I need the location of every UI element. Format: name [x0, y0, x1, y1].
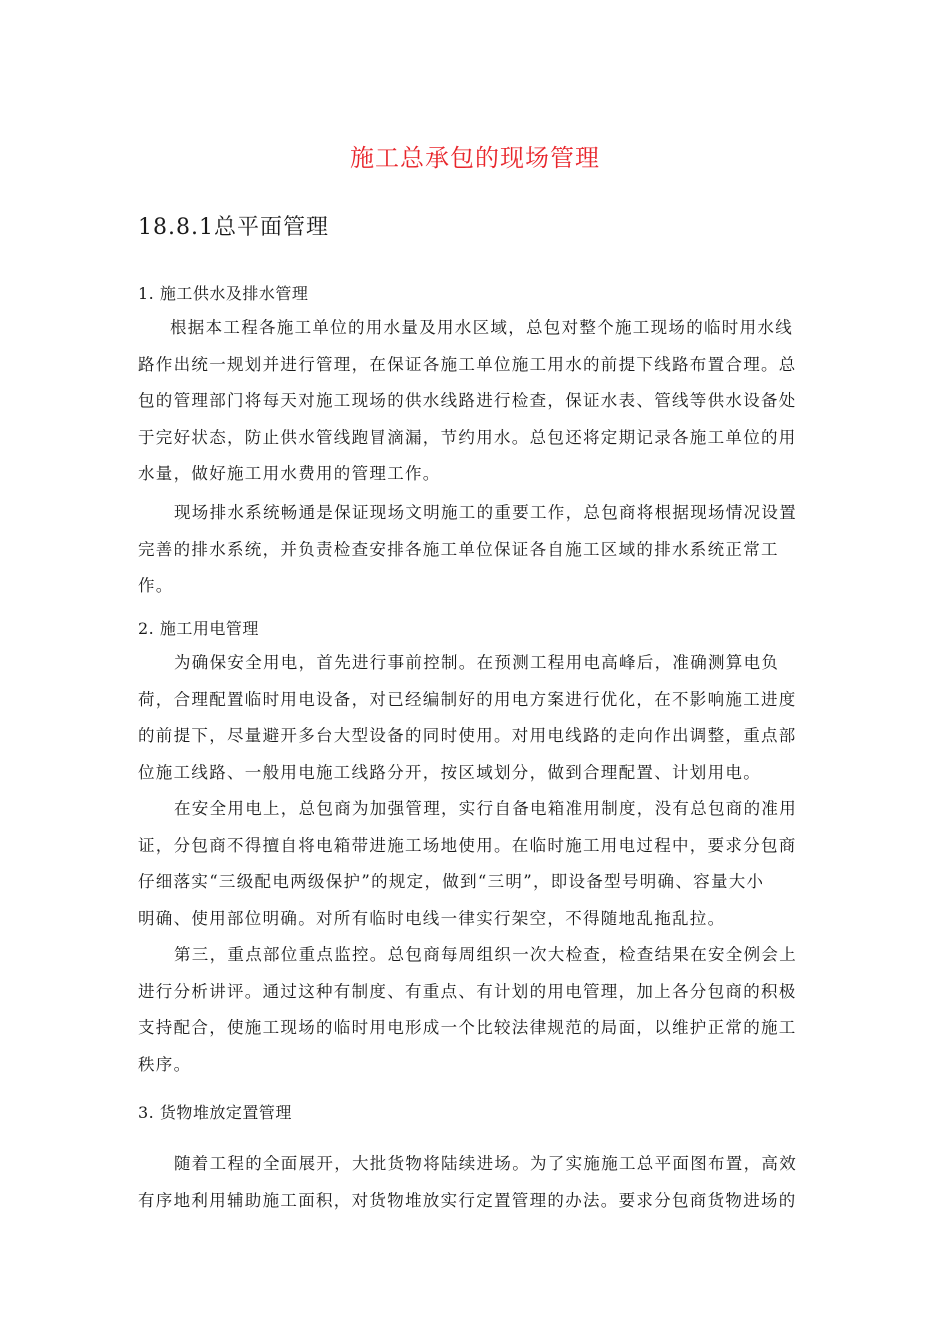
paragraph-line: 随着工程的全面展开，大批货物将陆续进场。为了实施施工总平面图布置，高效	[174, 1154, 797, 1173]
paragraph-line: 为确保安全用电，首先进行事前控制。在预测工程用电高峰后，准确测算电负	[174, 653, 780, 672]
paragraph-line: 作。	[138, 576, 174, 595]
paragraph-storage	[138, 1146, 828, 1219]
item-heading-water: 1. 施工供水及排水管理	[138, 284, 309, 303]
paragraph-line: 第三，重点部位重点监控。总包商每周组织一次大检查，检查结果在安全例会上	[174, 945, 797, 964]
item-heading-electricity: 2. 施工用电管理	[138, 619, 259, 638]
paragraph-line: 包的管理部门将每天对施工现场的供水线路进行检查，保证水表、管线等供水设备处	[138, 391, 797, 410]
item-heading-storage: 3. 货物堆放定置管理	[138, 1103, 292, 1122]
paragraph-electricity-control	[138, 645, 828, 791]
paragraph-line: 证，分包商不得擅自将电箱带进施工场地使用。在临时施工用电过程中，要求分包商	[138, 835, 797, 855]
paragraph-line: 荷，合理配置临时用电设备，对已经编制好的用电方案进行优化，在不影响施工进度	[138, 689, 797, 709]
paragraph-line: 路作出统一规划并进行管理，在保证各施工单位施工用水的前提下线路布置合理。总	[138, 354, 797, 374]
paragraph-line: 仔细落实“三级配电两级保护”的规定，做到“三明”，即设备型号明确、容量大小	[138, 872, 765, 891]
section-heading: 18.8.1总平面管理	[138, 215, 329, 240]
paragraph-line: 秩序。	[138, 1054, 192, 1074]
paragraph-line: 在安全用电上，总包商为加强管理，实行自备电箱准用制度，没有总包商的准用	[174, 799, 797, 818]
paragraph-line: 现场排水系统畅通是保证现场文明施工的重要工作，总包商将根据现场情况设置	[174, 503, 797, 522]
paragraph-drainage	[138, 495, 828, 605]
paragraph-line: 根据本工程各施工单位的用水量及用水区域，总包对整个施工现场的临时用水线	[170, 318, 793, 337]
paragraph-electricity-safety	[138, 791, 828, 937]
paragraph-line: 的前提下，尽量避开多台大型设备的同时使用。对用电线路的走向作出调整，重点部	[138, 726, 797, 745]
paragraph-line: 明确、使用部位明确。对所有临时电线一律实行架空，不得随地乱拖乱拉。	[138, 908, 726, 928]
paragraph-monitoring	[138, 937, 828, 1083]
paragraph-line: 进行分析讲评。通过这种有制度、有重点、有计划的用电管理，加上各分包商的积极	[138, 981, 797, 1001]
paragraph-line: 完善的排水系统，并负责检查安排各施工单位保证各自施工区域的排水系统正常工	[138, 539, 779, 559]
paragraph-line: 有序地利用辅助施工面积，对货物堆放实行定置管理的办法。要求分包商货物进场的	[138, 1190, 797, 1210]
paragraph-line: 支持配合，使施工现场的临时用电形成一个比较法律规范的局面，以维护正常的施工	[138, 1018, 797, 1037]
paragraph-water-supply	[138, 310, 828, 493]
document-title: 施工总承包的现场管理	[350, 144, 600, 172]
paragraph-line: 于完好状态，防止供水管线跑冒滴漏，节约用水。总包还将定期记录各施工单位的用	[138, 427, 797, 447]
paragraph-line: 水量，做好施工用水费用的管理工作。	[138, 464, 441, 483]
paragraph-line: 位施工线路、一般用电施工线路分开，按区域划分，做到合理配置、计划用电。	[138, 762, 761, 782]
